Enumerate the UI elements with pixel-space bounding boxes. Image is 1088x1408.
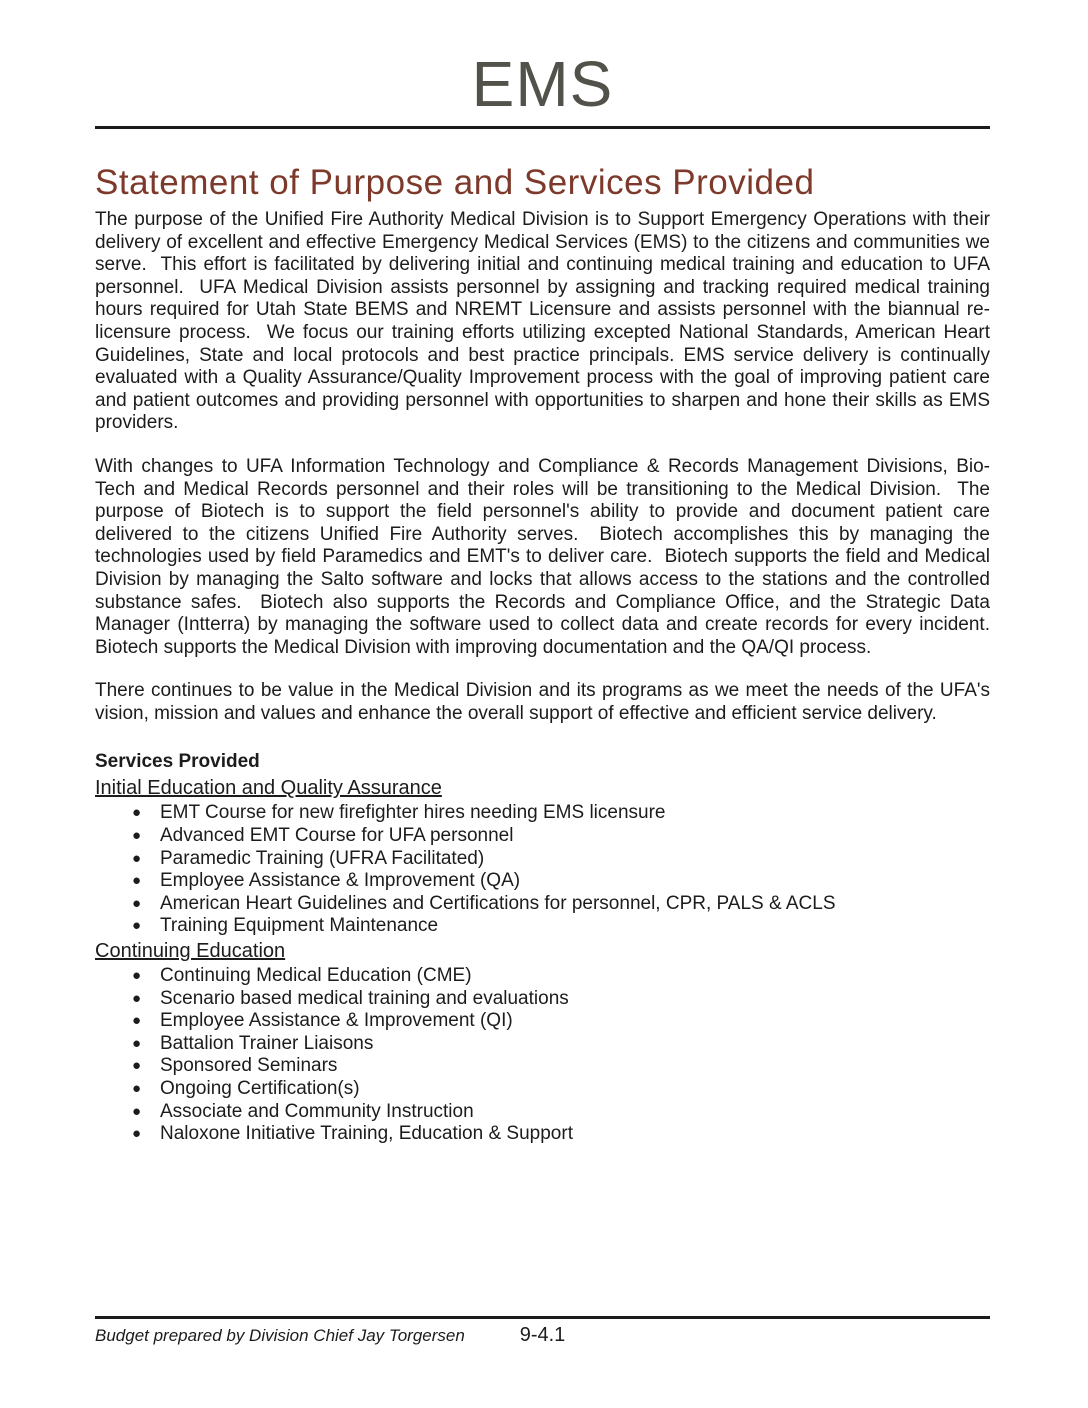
header-rule	[95, 126, 990, 129]
list-item	[132, 1100, 990, 1124]
list-item-label: Naloxone Initiative Training, Education & Support	[160, 1123, 573, 1145]
list-item	[132, 1078, 990, 1101]
bullet-icon: ●	[132, 804, 142, 822]
bullet-list-initial-education	[95, 802, 990, 938]
list-item	[132, 915, 990, 938]
bullet-icon: ●	[132, 1034, 142, 1052]
bullet-icon: ●	[132, 1057, 142, 1075]
statement-heading: Statement of Purpose and Services Provided	[95, 163, 815, 202]
bullet-list-continuing-education	[95, 965, 990, 1146]
list-item	[132, 825, 990, 848]
list-item-label: Paramedic Training (UFRA Facilitated)	[160, 847, 485, 869]
bullet-icon: ●	[132, 1080, 142, 1097]
list-item	[132, 1010, 990, 1033]
list-item-label: Employee Assistance & Improvement (QA)	[160, 870, 521, 892]
bullet-icon: ●	[132, 849, 142, 867]
list-item	[132, 965, 990, 988]
list-item-label: American Heart Guidelines and Certifications for personnel, CPR, PALS & ACLS	[160, 892, 836, 914]
bullet-icon: ●	[132, 1012, 142, 1030]
bullet-icon: ●	[132, 989, 142, 1007]
list-item-label: Advanced EMT Course for UFA personnel	[160, 825, 514, 847]
list-item-label: Training Equipment Maintenance	[160, 915, 439, 937]
subsection-heading-initial-education: Initial Education and Quality Assurance	[95, 777, 442, 800]
bullet-icon: ●	[132, 1102, 142, 1120]
list-item-label: EMT Course for new firefighter hires needing EMS licensure	[160, 802, 666, 824]
list-item-label: Associate and Community Instruction	[160, 1100, 474, 1122]
page-footer	[95, 1316, 990, 1347]
footer-prepared-by: Budget prepared by Division Chief Jay Torgersen	[95, 1326, 465, 1345]
bullet-icon: ●	[132, 917, 142, 935]
list-item-label: Employee Assistance & Improvement (QI)	[160, 1010, 513, 1032]
list-item	[132, 847, 990, 871]
list-item	[132, 870, 990, 893]
paragraph-purpose: The purpose of the Unified Fire Authority Medical Division is to Support Emergency Operations with their delivery of excellent and effective Emergency Medical Services (EMS) to the citizens and communities we serve. This effort is facilitated by delivering initial and continuing medical training and education to UFA personnel. UFA Medical Division assists personnel by assigning and tracking required medical training hours required for Utah State BEMS and NREMT Licensure and assists personnel with the biannual re-licensure process. We focus our training efforts utilizing excepted National Standards, American Heart Guidelines, State and local protocols and best practice principals. EMS service delivery is continually evaluated with a Quality Assurance/Quality Improvement process with the goal of improving patient care and patient outcomes and providing personnel with opportunities to sharpen and hone their skills as EMS providers.	[95, 209, 996, 434]
page-title: EMS	[471, 48, 614, 120]
bullet-icon: ●	[132, 894, 142, 912]
list-item-label: Battalion Trainer Liaisons	[160, 1032, 374, 1054]
bullet-icon: ●	[132, 967, 142, 985]
list-item-label: Ongoing Certification(s)	[160, 1078, 360, 1099]
page-content	[95, 0, 1001, 1148]
subsection-heading-continuing-education: Continuing Education	[95, 940, 286, 963]
list-item-label: Continuing Medical Education (CME)	[160, 965, 472, 987]
list-item	[132, 1123, 990, 1146]
list-item-label: Scenario based medical training and evaluations	[160, 987, 569, 1009]
footer-page-number: 9-4.1	[519, 1324, 566, 1346]
list-item	[132, 892, 990, 916]
list-item	[132, 1032, 990, 1056]
list-item	[132, 987, 990, 1011]
paragraph-value: There continues to be value in the Medical Division and its programs as we meet the needs of the UFA's vision, mission and values and enhance the overall support of effective and efficient service delivery.	[95, 680, 996, 724]
bullet-icon: ●	[132, 1125, 142, 1143]
list-item-label: Sponsored Seminars	[160, 1055, 338, 1077]
services-provided-heading: Services Provided	[95, 751, 260, 773]
list-item	[132, 1055, 990, 1078]
list-item	[132, 802, 990, 825]
paragraph-biotech: With changes to UFA Information Technology and Compliance & Records Management Divisions, Bio-Tech and Medical Records personnel and their roles will be transitioning to the Medical Division. The purpose of Biotech is to support the field personnel's ability to provide and document patient care delivered to the citizens Unified Fire Authority serves. Biotech accomplishes this by managing the technologies used by field Paramedics and EMT's to deliver care. Biotech supports the field and Medical Division by managing the Salto software and locks that allows access to the stations and the controlled substance safes. Biotech also supports the Records and Compliance Office, and the Strategic Data Manager (Intterra) by managing the software used to collect data and create records for every incident. Biotech supports the Medical Division with improving documentation and the QA/QI process.	[95, 455, 1001, 658]
bullet-icon: ●	[132, 827, 142, 845]
bullet-icon: ●	[132, 872, 142, 890]
